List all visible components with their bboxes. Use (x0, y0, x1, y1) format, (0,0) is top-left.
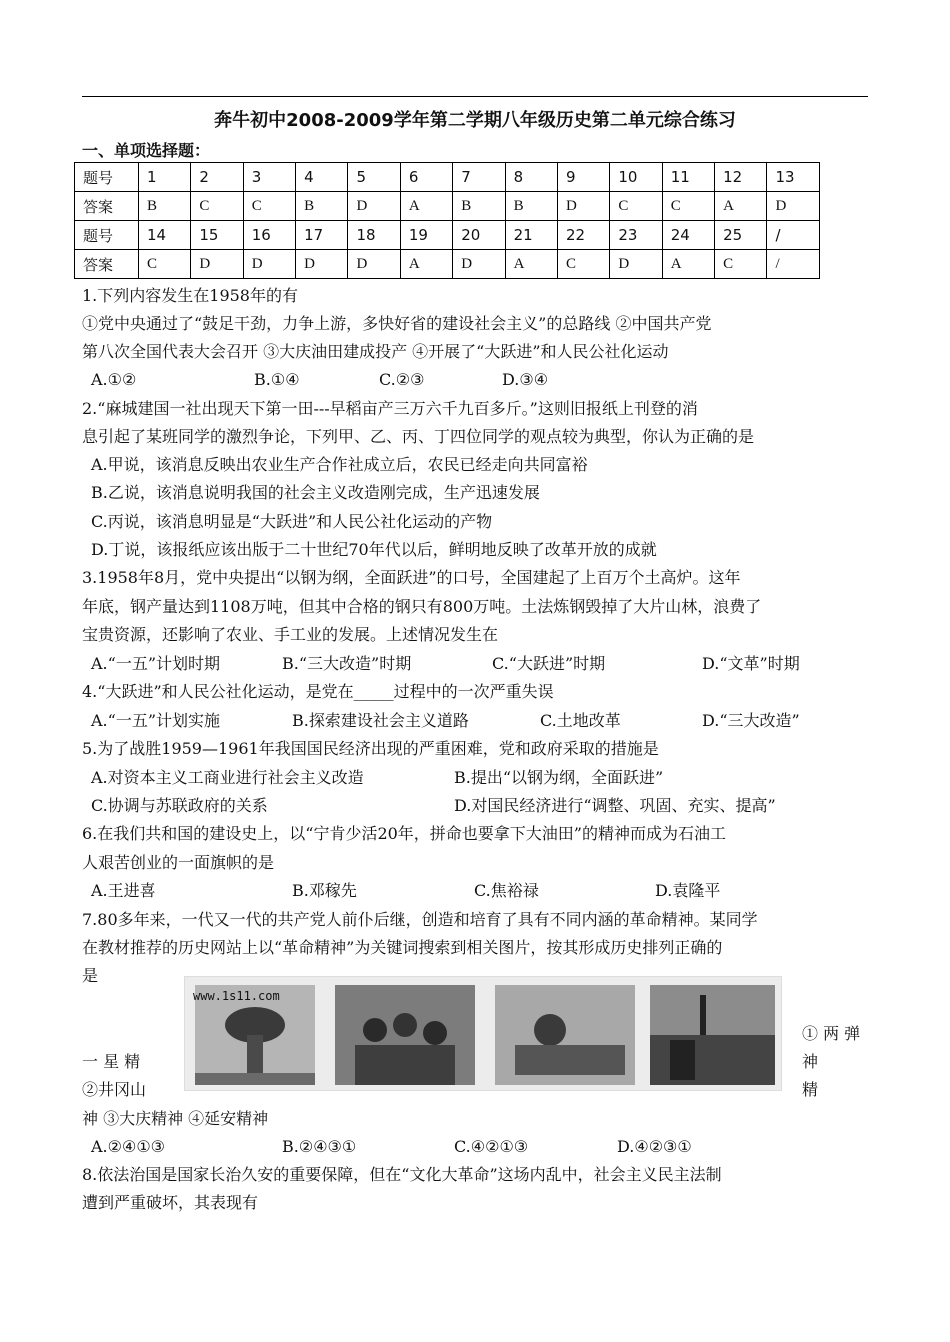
photo-yanan (650, 985, 775, 1085)
answer-table-cell: 25 (715, 221, 767, 250)
answer-table-cell: B (138, 192, 190, 221)
answer-table-cell: 19 (400, 221, 452, 250)
q1-line3: 第八次全国代表大会召开 ③大庆油田建成投产 ④开展了“大跃进”和人民公社化运动 (82, 342, 669, 361)
q5-line1: 5.为了战胜1959—1961年我国国民经济出现的严重困难，党和政府采取的措施是 (82, 739, 659, 758)
answer-table (74, 162, 820, 279)
q3-line1: 3.1958年8月，党中央提出“以钢为纲，全面跃进”的口号，全国建起了上百万个土高炉。这年 (82, 568, 741, 587)
answer-table-cell: C (138, 250, 190, 279)
answer-table-cell: C (243, 192, 295, 221)
q7-line3: 是 (82, 966, 99, 985)
answer-table-cell: 6 (400, 163, 452, 192)
answer-table-row (75, 221, 820, 250)
answer-table-cell: 7 (453, 163, 505, 192)
answer-table-cell: D (557, 192, 609, 221)
answer-table-cell: 2 (191, 163, 243, 192)
q7-label-left2: ②井冈山 (82, 1080, 147, 1099)
answer-table-cell: D (191, 250, 243, 279)
q7-label-right3: 精 (802, 1080, 819, 1099)
answer-table-cell: / (767, 221, 820, 250)
q1-stem: 1.下列内容发生在1958年的有 (82, 286, 298, 305)
q7-label-left1: 一 星 精 (82, 1052, 141, 1071)
answer-table-cell: 24 (662, 221, 714, 250)
q4-option-d: D.“三大改造” (702, 711, 800, 730)
q2-option-d: D.丁说，该报纸应该出版于二十世纪70年代以后，鲜明地反映了改革开放的成就 (91, 540, 657, 559)
q6-option-d: D.袁隆平 (655, 881, 721, 900)
answer-table-cell: 15 (191, 221, 243, 250)
answer-table-cell: 11 (662, 163, 714, 192)
q3-option-c: C.“大跃进”时期 (492, 654, 606, 673)
answer-table-cell: 12 (715, 163, 767, 192)
answer-table-cell: D (243, 250, 295, 279)
q6-line2: 人艰苦创业的一面旗帜的是 (82, 853, 275, 872)
q3-option-d: D.“文革”时期 (702, 654, 800, 673)
q5-option-d: D.对国民经济进行“调整、巩固、充实、提高” (454, 796, 776, 815)
answer-table-cell: C (191, 192, 243, 221)
page-title: 奔牛初中2008-2009学年第二学期八年级历史第二单元综合练习 (214, 110, 736, 131)
answer-table-cell: C (662, 192, 714, 221)
q2-line1: 2.“麻城建国一社出现天下第一田---早稻亩产三万六千九百多斤。”这则旧报纸上刊登的消 (82, 399, 698, 418)
section-title: 一、单项选择题： (82, 141, 211, 160)
answer-table-cell: D (767, 192, 820, 221)
answer-table-cell: D (453, 250, 505, 279)
answer-table-cell: 5 (348, 163, 400, 192)
header-rule (82, 96, 868, 97)
answer-table-cell: / (767, 250, 820, 279)
q1-option-d: D.③④ (502, 370, 549, 389)
answer-table-cell: A (505, 250, 557, 279)
answer-table-cell: C (557, 250, 609, 279)
answer-table-cell: 20 (453, 221, 505, 250)
answer-table-row-label: 题号 (75, 163, 139, 192)
answer-table-row (75, 192, 820, 221)
answer-table-cell: D (610, 250, 662, 279)
answer-table-cell: 17 (296, 221, 348, 250)
answer-table-cell: B (453, 192, 505, 221)
answer-table-cell: 10 (610, 163, 662, 192)
q7-line2: 在教材推荐的历史网站上以“革命精神”为关键词搜索到相关图片，按其形成历史排列正确的 (82, 938, 723, 957)
q2-option-c: C.丙说，该消息明显是“大跃进”和人民公社化运动的产物 (91, 512, 493, 531)
q7-option-c: C.④②①③ (454, 1137, 529, 1156)
q4-line1: 4.“大跃进”和人民公社化运动，是党在_____过程中的一次严重失误 (82, 682, 554, 701)
q5-option-c: C.协调与苏联政府的关系 (91, 796, 268, 815)
answer-table-row (75, 163, 820, 192)
answer-table-cell: 13 (767, 163, 820, 192)
answer-table-cell: 21 (505, 221, 557, 250)
answer-table-cell: A (400, 250, 452, 279)
answer-table-cell: 1 (138, 163, 190, 192)
q3-option-b: B.“三大改造”时期 (282, 654, 412, 673)
q6-option-a: A.王进喜 (91, 881, 156, 900)
answer-table-cell: A (715, 192, 767, 221)
answer-table-cell: A (400, 192, 452, 221)
q7-option-b: B.②④③① (282, 1137, 357, 1156)
answer-table-cell: D (296, 250, 348, 279)
watermark-text: www.1s11.com (193, 989, 280, 1003)
revolution-spirit-photos (184, 976, 782, 1091)
q3-line3: 宝贵资源，还影响了农业、手工业的发展。上述情况发生在 (82, 625, 499, 644)
answer-table-cell: C (610, 192, 662, 221)
answer-table-cell: 3 (243, 163, 295, 192)
q3-line2: 年底，钢产量达到1108万吨，但其中合格的钢只有800万吨。土法炼钢毁掉了大片山林，浪费了 (82, 597, 762, 616)
q8-line2: 遭到严重破坏，其表现有 (82, 1193, 259, 1212)
answer-table-cell: 4 (296, 163, 348, 192)
q4-option-c: C.土地改革 (540, 711, 621, 730)
answer-table-cell: B (296, 192, 348, 221)
photo-daqing-oilfield (495, 985, 635, 1085)
answer-table-cell: 9 (557, 163, 609, 192)
q7-label-right2: 神 (802, 1052, 819, 1071)
answer-table-cell: 16 (243, 221, 295, 250)
answer-table-cell: 22 (557, 221, 609, 250)
q7-line1: 7.80多年来，一代又一代的共产党人前仆后继，创造和培育了具有不同内涵的革命精神。某同学 (82, 910, 758, 929)
photo-jinggangshan (335, 985, 475, 1085)
answer-table-cell: 23 (610, 221, 662, 250)
answer-table-row (75, 250, 820, 279)
q7-line-last: 神 ③大庆精神 ④延安精神 (82, 1109, 269, 1128)
q1-option-a: A.①② (91, 370, 137, 389)
answer-table-cell: 18 (348, 221, 400, 250)
q5-option-a: A.对资本主义工商业进行社会主义改造 (91, 768, 364, 787)
q5-option-b: B.提出“以钢为纲，全面跃进” (454, 768, 664, 787)
q4-option-b: B.探索建设社会主义道路 (292, 711, 469, 730)
q6-option-c: C.焦裕禄 (474, 881, 539, 900)
q7-option-d: D.④②③① (617, 1137, 692, 1156)
answer-table-row-label: 答案 (75, 250, 139, 279)
answer-table-cell: A (662, 250, 714, 279)
q1-option-b: B.①④ (254, 370, 300, 389)
q4-option-a: A.“一五”计划实施 (91, 711, 221, 730)
q3-option-a: A.“一五”计划时期 (91, 654, 221, 673)
answer-table-row-label: 答案 (75, 192, 139, 221)
answer-table-cell: 14 (138, 221, 190, 250)
answer-table-cell: D (348, 192, 400, 221)
q2-option-a: A.甲说，该消息反映出农业生产合作社成立后，农民已经走向共同富裕 (91, 455, 588, 474)
q7-label-right1: ① 两 弹 (802, 1024, 861, 1043)
q6-line1: 6.在我们共和国的建设史上，以“宁肯少活20年，拼命也要拿下大油田”的精神而成为石油工 (82, 824, 726, 843)
q8-line1: 8.依法治国是国家长治久安的重要保障，但在“文化大革命”这场内乱中，社会主义民主法制 (82, 1165, 722, 1184)
q2-line2: 息引起了某班同学的激烈争论，下列甲、乙、丙、丁四位同学的观点较为典型，你认为正确的是 (82, 427, 755, 446)
q7-option-a: A.②④①③ (91, 1137, 166, 1156)
q2-option-b: B.乙说，该消息说明我国的社会主义改造刚完成，生产迅速发展 (91, 483, 540, 502)
answer-table-cell: C (715, 250, 767, 279)
q1-option-c: C.②③ (379, 370, 425, 389)
answer-table-cell: D (348, 250, 400, 279)
answer-table-cell: B (505, 192, 557, 221)
q6-option-b: B.邓稼先 (292, 881, 357, 900)
answer-table-cell: 8 (505, 163, 557, 192)
answer-table-row-label: 题号 (75, 221, 139, 250)
q1-line2: ①党中央通过了“鼓足干劲，力争上游，多快好省的建设社会主义”的总路线 ②中国共产党 (82, 314, 712, 333)
